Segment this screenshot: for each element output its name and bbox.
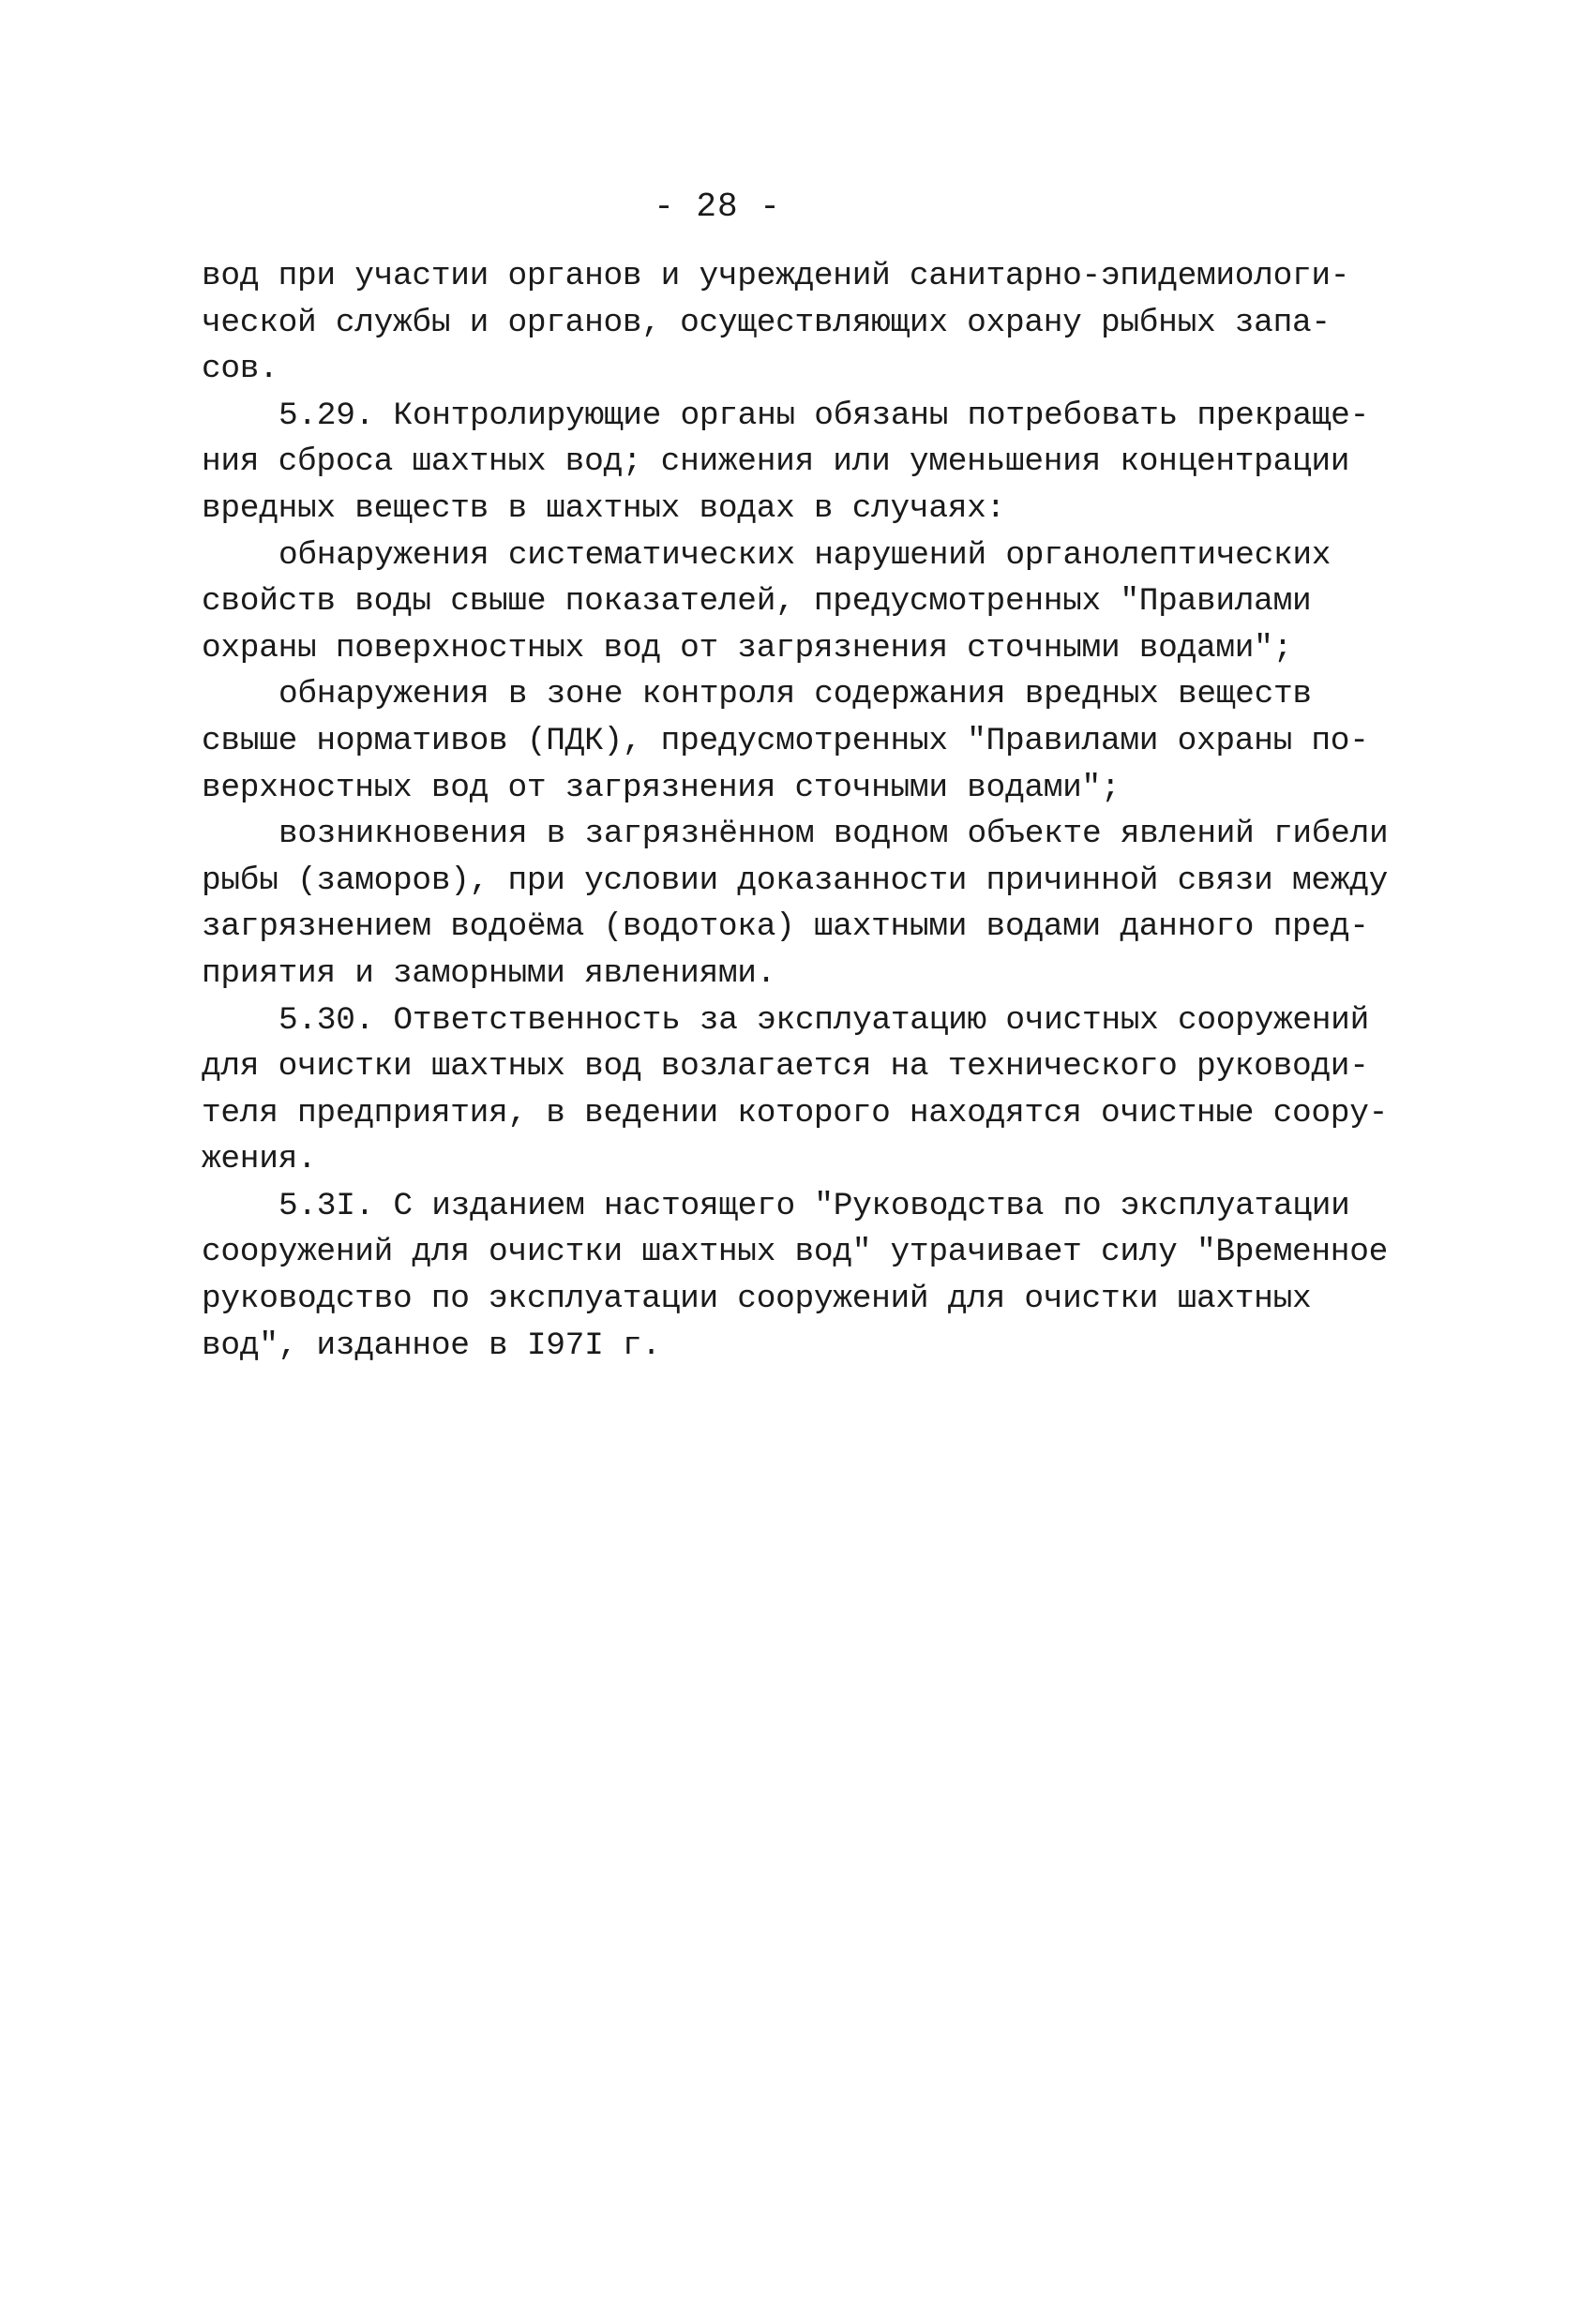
text-line: для очистки шахтных вод возлагается на технического руководи- (202, 1048, 1369, 1086)
text-line: верхностных вод от загрязнения сточными водами"; (202, 769, 1121, 806)
text-line: ния сброса шахтных вод; снижения или уменьшения концентрации (202, 443, 1350, 481)
list-item-start: обнаружения систематических нарушений органолептических (278, 536, 1332, 574)
list-item-start: возникновения в загрязнённом водном объекте явлений гибели (278, 816, 1389, 853)
paragraph-5-29-start: 5.29. Контролирующие органы обязаны потребовать прекраще- (278, 397, 1369, 434)
text-line: ческой службы и органов, осуществляющих охрану рыбных запа- (202, 304, 1331, 341)
text-line: загрязнением водоёма (водотока) шахтными водами данного пред- (202, 908, 1369, 946)
text-line: рыбы (заморов), при условии доказанности причинной связи между (202, 862, 1389, 899)
list-item-start: обнаружения в зоне контроля содержания вредных веществ (278, 676, 1312, 713)
paragraph-5-30-start: 5.30. Ответственность за эксплуатацию очистных сооружений (278, 1001, 1369, 1039)
text-line: вредных веществ в шахтных водах в случаях: (202, 489, 1005, 527)
text-line: вод при участии органов и учреждений санитарно-эпидемиологи- (202, 258, 1350, 294)
text-line: охраны поверхностных вод от загрязнения сточными водами"; (202, 629, 1292, 667)
document-body (202, 253, 1421, 1369)
text-line: руководство по эксплуатации сооружений для очистки шахтных (202, 1281, 1312, 1318)
text-line: приятия и заморными явлениями. (202, 954, 776, 992)
text-line: жения. (202, 1141, 317, 1178)
text-line: вод", изданное в I97I г. (202, 1327, 661, 1364)
paragraph-5-31-start: 5.3I. С изданием настоящего "Руководства по эксплуатации (278, 1187, 1350, 1224)
text-line: свойств воды свыше показателей, предусмотренных "Правилами (202, 583, 1312, 621)
text-line: свыше нормативов (ПДК), предусмотренных "Правилами охраны по- (202, 722, 1369, 759)
page-number: - 28 - (654, 187, 781, 226)
text-line: теля предприятия, в ведении которого находятся очистные соору- (202, 1094, 1389, 1132)
text-line: сов. (202, 351, 278, 388)
text-line: сооружений для очистки шахтных вод" утрачивает силу "Временное (202, 1234, 1389, 1271)
